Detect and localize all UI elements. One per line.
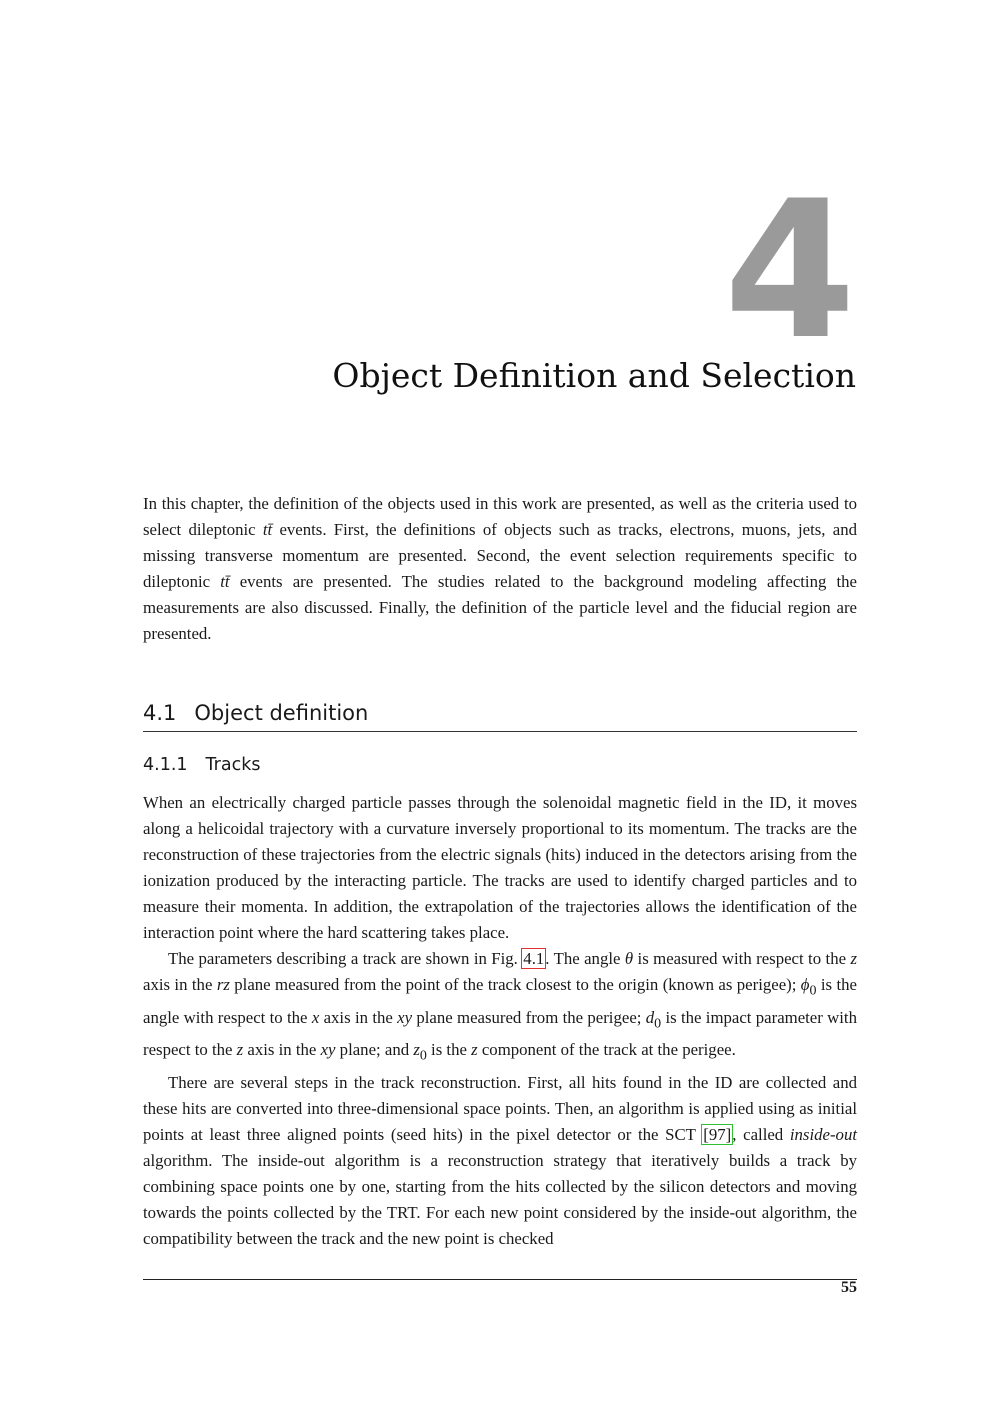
subsection-number: 4.1.1 bbox=[143, 754, 188, 775]
subsection-heading bbox=[143, 754, 857, 776]
page-body bbox=[143, 491, 857, 1252]
section-number: 4.1 bbox=[143, 700, 177, 725]
footer-rule bbox=[143, 1279, 857, 1280]
page-number: 55 bbox=[841, 1279, 857, 1296]
section-title: Object definition bbox=[194, 700, 369, 725]
ttbar-symbol: tt̄ bbox=[262, 520, 273, 540]
tracks-paragraph-2: The parameters describing a track are shown in Fig. 4.1. The angle θ is measured with respect to the z axis in the rz plane measured from the point of the track closest to the origin (known as perigee); $\phi_0$ is the angle with respect to the x axis in the xy plane measured from the perigee; $d_0$ is the impact parameter with respect to the z axis in the xy plane; and $z_0$ is the z component of the track at the perigee. bbox=[143, 949, 857, 1064]
ttbar-symbol: tt̄ bbox=[220, 572, 230, 592]
tracks-paragraph-1: When an electrically charged particle passes through the solenoidal magnetic field in the ID, it moves along a helicoidal trajectory with a curvature inversely proportional to its momentum. The tracks are the reconstruction of these trajectories from the electric signals (hits) induced in the detectors arising from the ionization produced by the interacting particle. The tracks are used to identify charged particles and to measure their momenta. In addition, the extrapolation of the trajectories allows the identification of the interaction point where the hard scattering takes place. bbox=[143, 792, 857, 943]
chapter-number: 4 bbox=[723, 160, 856, 381]
intro-paragraph: In this chapter, the definition of the objects used in this work are presented, as well as the criteria used to select dileptonic tt̄ events. First, the definitions of objects such as tracks, electrons, muons, jets, and missing transverse momentum are presented. Second, the event selection requirements specific to dileptonic tt̄ events are presented. The studies related to the background modeling affecting the measurements are also discussed. Finally, the definition of the particle level and the fiducial region are presented. bbox=[143, 494, 858, 644]
citation-link[interactable]: [97] bbox=[703, 1124, 732, 1144]
figure-reference-link[interactable]: 4.1 bbox=[523, 949, 545, 969]
chapter-title: Object Definition and Selection bbox=[332, 356, 856, 395]
subsection-title: Tracks bbox=[205, 754, 261, 775]
tracks-paragraph-3: There are several steps in the track reconstruction. First, all hits found in the ID are collected and these hits are converted into three-dimensional space points. Then, an algorithm is applied using as initial points at least three aligned points (seed hits) in the pixel detector or the SCT [97], called inside-out algorithm. The inside-out algorithm is a reconstruction strategy that iteratively builds a track by combining space points one by one, starting from the hits collected by the silicon detectors and moving towards the points collected by the TRT. For each new point considered by the inside-out algorithm, the compatibility between the track and the new point is checked bbox=[143, 1072, 857, 1249]
section-heading bbox=[143, 700, 857, 732]
